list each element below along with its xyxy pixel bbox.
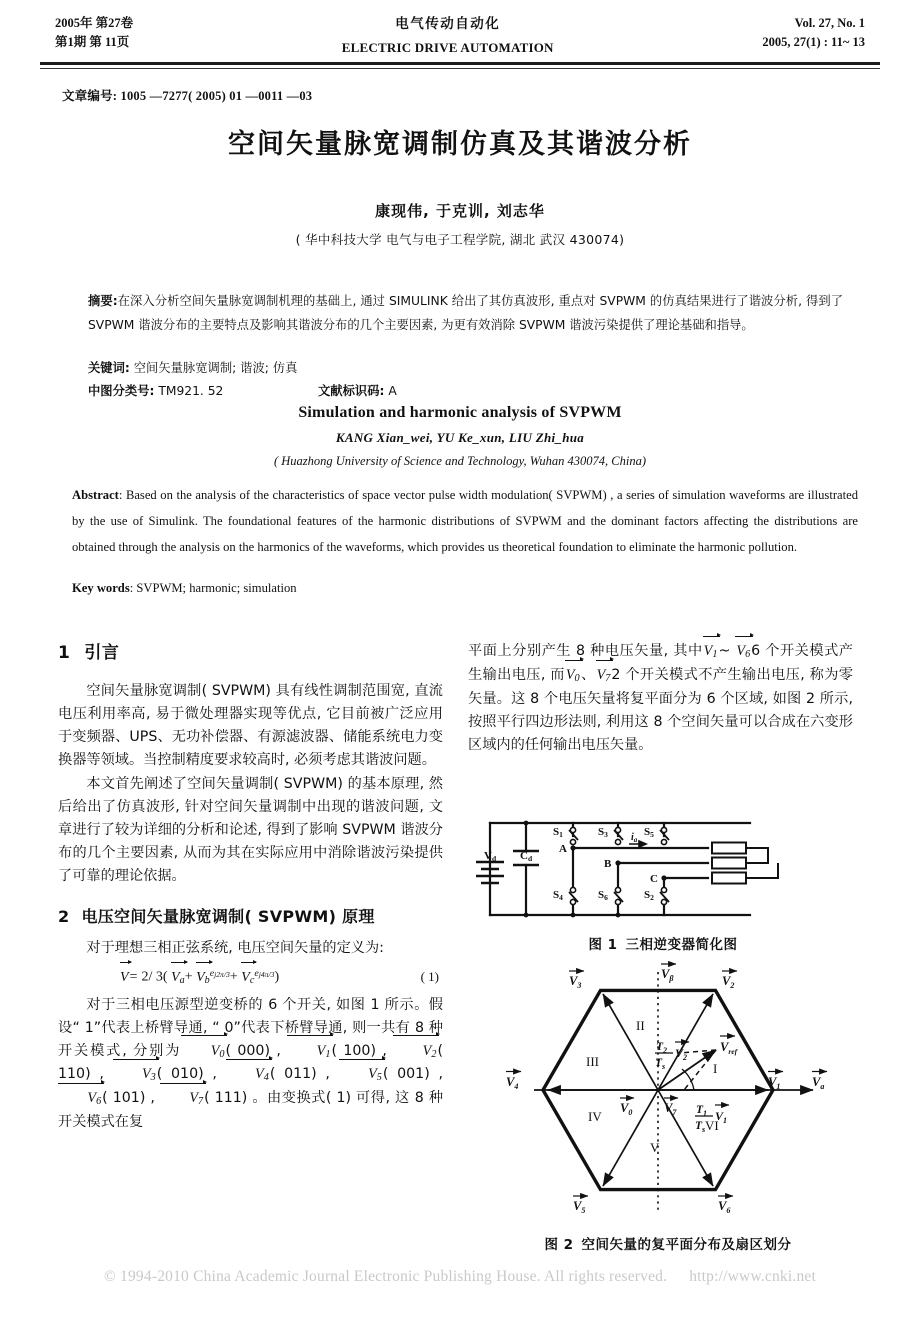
keywords-cn: [88, 357, 848, 381]
equation-lhs: V: [120, 967, 129, 990]
abstract-en: [72, 483, 858, 560]
label-s1: S1: [553, 826, 563, 839]
vector-v7-arg: ( 111) 。由变换式( 1) 可得, 这 8 种开关模式在复: [58, 1090, 444, 1130]
figure-2: [468, 958, 868, 1253]
copyright-text: © 1994-2010 China Academic Journal Electronic Publishing House. All rights reserved.: [103, 1268, 668, 1285]
vector-v0: V0: [182, 1040, 224, 1064]
paragraph: 对于理想三相正弦系统, 电压空间矢量的定义为:: [86, 940, 384, 957]
clc-row: [88, 381, 588, 399]
sector-IV: IV: [588, 1109, 602, 1124]
section-heading-1: [58, 640, 443, 668]
svg-text:V1: $V_1$: [715, 1109, 728, 1125]
svg-text:Vβ: $V_\beta$: [661, 967, 674, 983]
keywords-cn-label: 关键词:: [88, 361, 130, 375]
abstract-en-label: Abstract: [72, 488, 119, 502]
masthead-rule-thin: [40, 68, 880, 69]
label-v1: [768, 1072, 783, 1092]
label-s2: S2: [644, 889, 654, 902]
vector-v5-arg: ( 001) ,: [382, 1066, 443, 1083]
sector-labels: [586, 1018, 719, 1155]
label-current-ia: $i_a$: [631, 832, 638, 844]
vector-va: Va: [171, 967, 185, 990]
journal-title-cn: 电气传动自动化: [395, 16, 501, 32]
list-separator: 、: [580, 666, 596, 683]
section-heading-2: [58, 904, 443, 930]
masthead-center: [133, 14, 762, 58]
vector-v2: V2: [394, 1040, 436, 1064]
vector-v5-line: [603, 1090, 658, 1186]
doccode-value: A: [388, 384, 397, 398]
figure-1: [468, 818, 858, 953]
projection-t1-dashed: [684, 1050, 716, 1090]
vector-v1: V1: [704, 640, 718, 664]
vector-vb: Vb: [196, 967, 210, 990]
masthead-left: [55, 14, 133, 53]
keywords-en-label: Key words: [72, 581, 130, 595]
label-phase-b: B: [604, 858, 612, 870]
vector-v3-line: [603, 994, 658, 1090]
doccode-label: 文献标识码:: [318, 384, 385, 398]
vector-v7: V7: [161, 1087, 203, 1111]
label-s3: S3: [598, 826, 608, 839]
figure-1-number: 图 1: [588, 937, 618, 953]
cnki-url[interactable]: http://www.cnki.net: [689, 1268, 816, 1285]
equation-number: ( 1): [420, 969, 439, 985]
svg-text:V7: $V_7$: [664, 1101, 677, 1117]
svg-text:Vref: $V_{ref}$: [720, 1040, 738, 1056]
journal-title-en: ELECTRIC DRIVE AUTOMATION: [341, 39, 554, 55]
svg-text:V2: $V_2$: [675, 1046, 688, 1062]
vector-vc: Vc: [241, 967, 254, 990]
figure-2-hexagon: [468, 958, 868, 1226]
keywords-en-text: : SVPWM; harmonic; simulation: [129, 581, 297, 595]
label-s5: S5: [644, 826, 654, 839]
vector-v6: V6: [59, 1087, 101, 1111]
sector-V: V: [650, 1140, 660, 1155]
label-v2: [722, 971, 737, 990]
svg-text:V1: $V_1$: [768, 1075, 781, 1091]
figure-2-caption-text: 空间矢量的复平面分布及扇区划分: [581, 1237, 792, 1253]
masthead-pages: 2005, 27(1) : 11~ 13: [762, 35, 865, 50]
document-code: [318, 381, 397, 399]
label-v0: [620, 1098, 634, 1117]
sector-VI: VI: [705, 1118, 719, 1133]
sector-I: I: [713, 1061, 718, 1076]
vector-v7: V7: [597, 664, 611, 688]
section-1-number: 1: [58, 643, 71, 663]
page-title: 空间矢量脉宽调制仿真及其谐波分析: [228, 129, 692, 160]
svg-text:Ts: $T_s$: [655, 1057, 666, 1071]
label-cd: Cd: [520, 850, 533, 863]
label-s4: S4: [553, 889, 563, 902]
paragraph: [58, 994, 443, 1134]
label-vd: Vd: [484, 850, 497, 863]
svg-text:V3: $V_3$: [569, 974, 582, 990]
label-v3: [569, 971, 584, 990]
paragraph-text: 6 个开关模式产生输出电压, 而: [468, 643, 853, 683]
paragraph: [468, 640, 853, 757]
footer: [0, 1268, 920, 1286]
label-v7: [664, 1098, 678, 1117]
authors-en: KANG Xian_wei, YU Ke_xun, LIU Zhi_hua: [335, 430, 585, 445]
vector-v0-arg: ( 000) ,: [225, 1042, 281, 1059]
masthead: [55, 14, 865, 58]
paragraph-text: 平面上分别产生 8 种电压矢量, 其中: [468, 643, 703, 659]
vector-v3-arg: ( 010) ,: [156, 1066, 217, 1083]
keywords-en: [72, 581, 858, 596]
figure-1-caption-text: 三相逆变器简化图: [625, 937, 738, 953]
vector-v1: V1: [288, 1040, 330, 1064]
section-2-title: 电压空间矢量脉宽调制( SVPWM) 原理: [81, 906, 375, 926]
sector-II: II: [636, 1018, 645, 1033]
vector-v2-arg: ( 110) ,: [58, 1042, 443, 1083]
label-phase-c: C: [650, 873, 658, 885]
vector-v6: V6: [736, 640, 750, 664]
abstract-cn-text: 在深入分析空间矢量脉宽调制机理的基础上, 通过 SIMULINK 给出了其仿真波形, 重点对 SVPWM 的仿真结果进行了谐波分析, 得到了 SVPWM 谐波分布的主要特点及影响其谐波分布的几个主要因素, 为更有效消除 SVPWM 谐波污染提供了理论基础和指导。: [88, 294, 844, 332]
section-2-number: 2: [58, 906, 70, 926]
svg-text:V5: $V_5$: [573, 1199, 586, 1215]
range-dash: ~: [718, 643, 731, 659]
svg-text:V4: $V_4$: [506, 1075, 519, 1091]
figure-1-caption: [468, 933, 858, 953]
label-vref: [720, 1036, 739, 1056]
abstract-cn: [88, 290, 843, 338]
masthead-rule-thick: [40, 62, 880, 65]
label-v6: [718, 1196, 733, 1215]
affiliation-cn: ( 华中科技大学 电气与电子工程学院, 湖北 武汉 430074): [295, 232, 625, 247]
figure-1-circuit: [468, 818, 858, 926]
keywords-cn-text: 空间矢量脉宽调制; 谐波; 仿真: [133, 361, 298, 375]
body-column-left: [58, 640, 443, 1134]
vector-v5: V5: [340, 1063, 382, 1087]
equation-1: V= 2/ 3( $Va+ Vb^{ej2\pi/3}+ Vc^{ej4\pi/3}$) ( 1): [58, 966, 443, 989]
svg-text:Ts: $T_s$: [695, 1120, 706, 1134]
svg-text:T1: $T_1$: [696, 1104, 708, 1118]
title-en: Simulation and harmonic analysis of SVPWM: [298, 404, 622, 421]
masthead-vol-no: Vol. 27, No. 1: [794, 16, 865, 30]
clc-value: TM921. 52: [158, 384, 224, 398]
sector-III: III: [586, 1054, 599, 1069]
article-number: 文章编号: 1005 —7277( 2005) 01 —0011 —03: [62, 89, 313, 103]
abstract-en-text: : Based on the analysis of the characteristics of space vector pulse width modulation( SVPWM) , a series of simulation waveforms are illustrated by the use of Simulink. The foundational features of the harmonic distributions of SVPWM and the dominant factors affecting the distributions are obtained through the analysis on the harmonics of the waveforms, which provides us theoretical foundation to eliminate the harmonic pollution.: [72, 488, 858, 554]
svg-text:T2: $T_2$: [656, 1041, 668, 1055]
label-v-alpha: [812, 1072, 827, 1092]
vector-v4: V4: [227, 1063, 269, 1087]
vector-v1-arg: ( 100) ,: [331, 1042, 387, 1059]
paragraph: 空间矢量脉宽调制( SVPWM) 具有线性调制范围宽, 直流电压利用率高, 易于微处理器实现等优点, 它目前被广泛应用于变频器、UPS、无功补偿器、有源滤波器、储能系统电力变换器等领域。当控制精度要求较高时, 必须考虑其谐波问题。: [58, 682, 443, 768]
svg-text:Va: $V_a$: [812, 1075, 825, 1091]
authors-cn: 康现伟, 于克训, 刘志华: [375, 202, 545, 220]
label-v4: [506, 1072, 521, 1092]
abstract-cn-label: 摘要:: [88, 294, 118, 308]
vector-v0: V0: [566, 664, 580, 688]
figure-2-caption: [468, 1233, 868, 1253]
svg-text:V0: $V_0$: [620, 1101, 633, 1117]
masthead-volume-line: 2005年 第27卷: [55, 16, 134, 30]
label-phase-a: A: [559, 843, 567, 855]
label-v5: [573, 1196, 588, 1215]
affiliation-en: ( Huazhong University of Science and Technology, Wuhan 430074, China): [273, 454, 647, 468]
vector-v6-arg: ( 101) ,: [102, 1090, 155, 1107]
svg-text:V2: $V_2$: [722, 974, 735, 990]
vector-v4-arg: ( 011) ,: [269, 1066, 330, 1083]
clc-label: 中图分类号:: [88, 384, 155, 398]
masthead-right: [762, 14, 865, 53]
vector-v3: V3: [114, 1063, 156, 1087]
paragraph: 本文首先阐述了空间矢量调制( SVPWM) 的基本原理, 然后给出了仿真波形, 针对空间矢量调制中出现的谐波问题, 文章进行了较为详细的分析和论述, 得到了影响 SVPWM 谐波分布的几个主要因素, 从而为其在实际应用中消除谐波污染提供了可靠的理论依据。: [58, 775, 443, 884]
label-s6: S6: [598, 889, 608, 902]
paragraph-text: 2 个开关模式不产生输出电压, 称为零矢量。这 8 个电压矢量将复平面分为 6 个区域, 如图 2 所示, 按照平行四边形法则, 利用这 8 个空间矢量可以合成在六变形区域内的任何输出电压矢量。: [468, 666, 853, 753]
label-v-beta: [661, 964, 676, 983]
clc-number: [88, 381, 318, 399]
paragraph-text: 对于三相电压源型逆变桥的 6 个开关, 如图 1 所示。假设“ 1”代表上桥臂导通, “ 0”代表下桥臂导通, 则一共有 8 种开关模式, 分别为: [58, 996, 443, 1059]
body-column-right: [468, 640, 853, 757]
figure-2-number: 图 2: [544, 1237, 574, 1253]
svg-text:V6: $V_6$: [718, 1199, 731, 1215]
section-1-title: 引言: [84, 643, 120, 663]
masthead-issue-line: 第1期 第 11页: [55, 35, 130, 50]
